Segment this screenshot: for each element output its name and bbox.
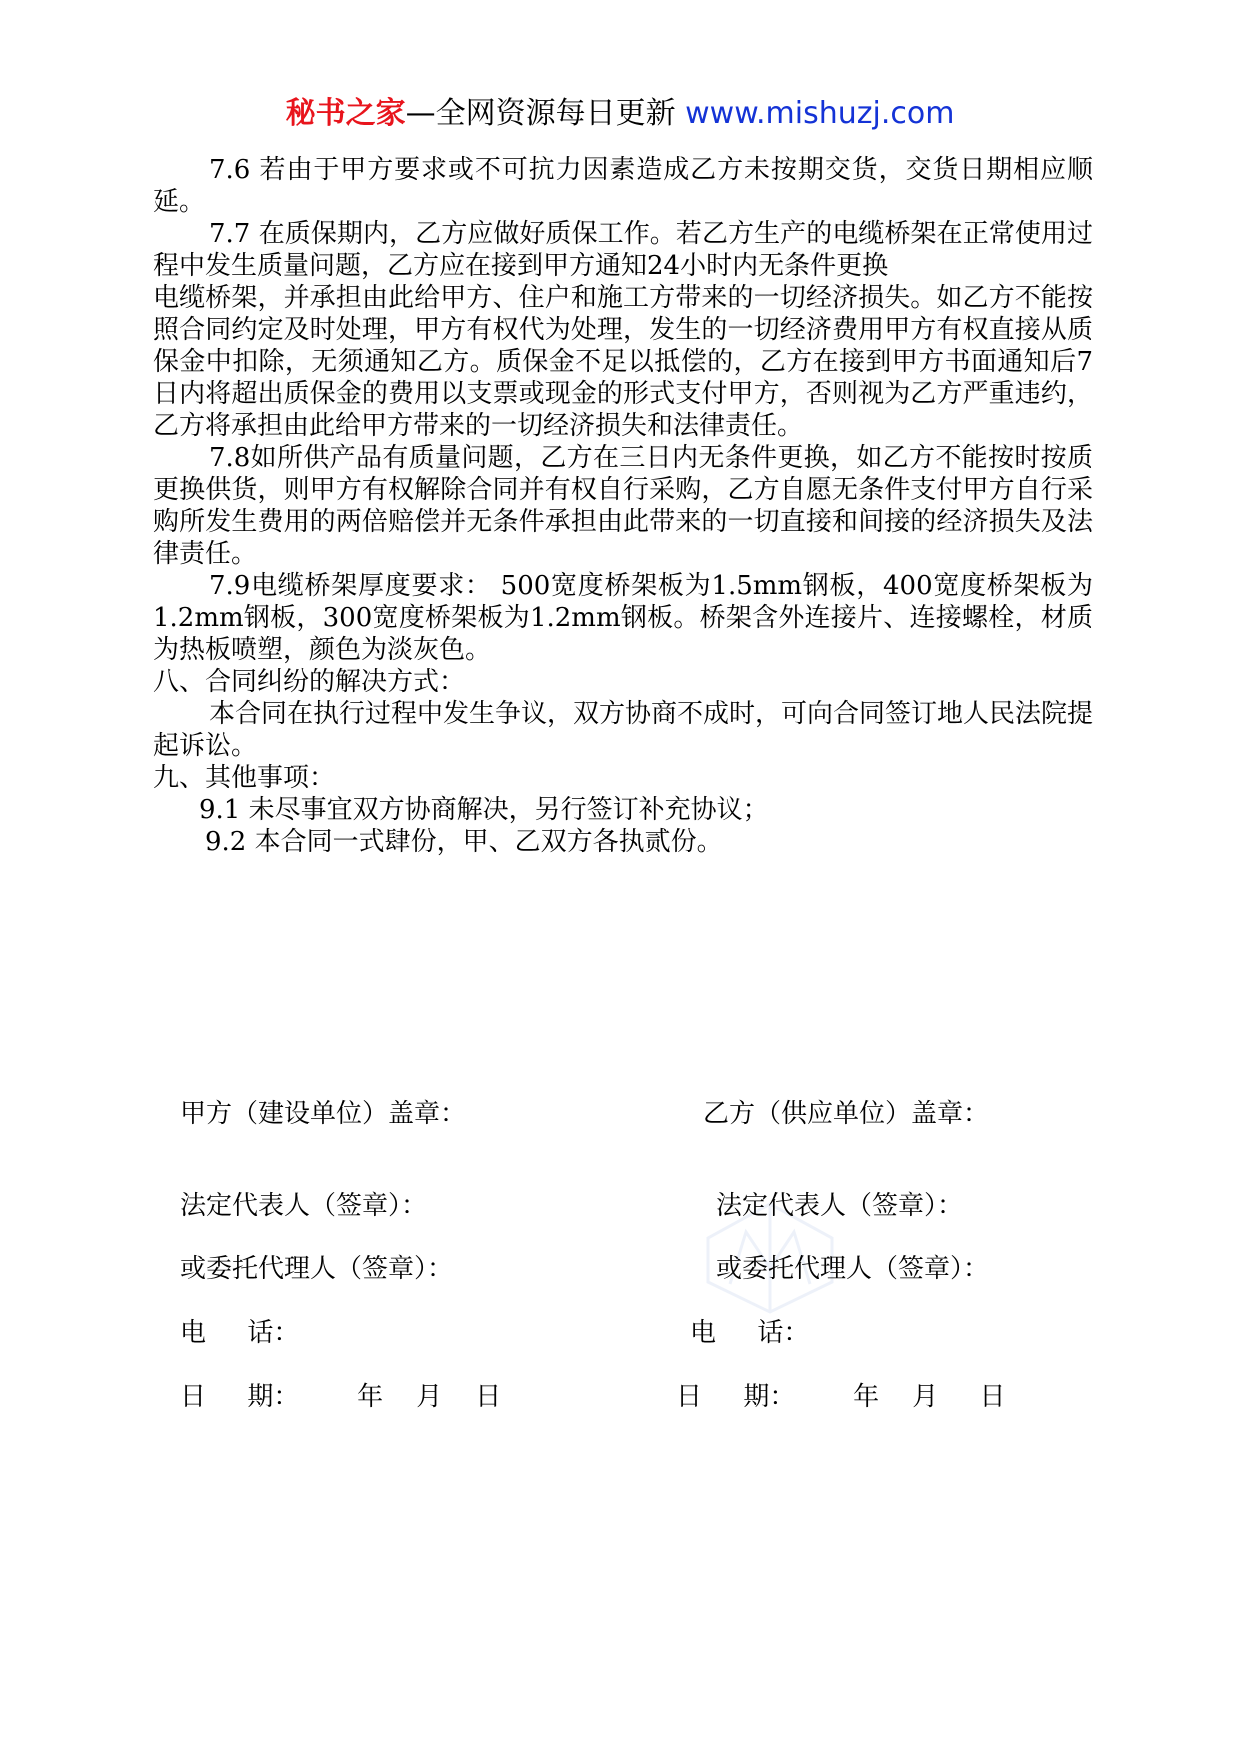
banner-url-link[interactable]: www.mishuzj.com bbox=[685, 96, 955, 131]
party-b-legal-rep-label: 法定代表人（签章）： bbox=[716, 1191, 964, 1221]
site-banner bbox=[0, 96, 1240, 132]
clause-7-9: 7.9电缆桥架厚度要求： 500宽度桥架板为1.5mm钢板，400宽度桥架板为1.2mm钢板，300宽度桥架板为1.2mm钢板。桥架含外连接片、连接螺栓，材质为热板喷塑，颜色为淡灰色。 bbox=[153, 571, 1093, 665]
banner-tagline: —全网资源每日更新 bbox=[405, 96, 676, 131]
section-8-title: 八、合同纠纷的解决方式： bbox=[153, 667, 466, 697]
clause-7-7-part1: 7.7 在质保期内，乙方应做好质保工作。若乙方生产的电缆桥架在正常使用过程中发生质量问题，乙方应在接到甲方通知24小时内无条件更换 bbox=[153, 219, 1093, 281]
party-b-date-label: 日 期： 年 月 日 bbox=[676, 1382, 1006, 1412]
party-a-phone-label: 电 话： bbox=[180, 1318, 300, 1348]
clause-9-1: 9.1 未尽事宜双方协商解决，另行签订补充协议； bbox=[199, 795, 769, 825]
section-8-body: 本合同在执行过程中发生争议，双方协商不成时，可向合同签订地人民法院提起诉讼。 bbox=[153, 699, 1094, 761]
clause-7-6: 7.6 若由于甲方要求或不可抗力因素造成乙方未按期交货，交货日期相应顺延。 bbox=[153, 155, 1093, 217]
party-a-seal-label: 甲方（建设单位）盖章： bbox=[180, 1099, 467, 1129]
party-a-agent-label: 或委托代理人（签章）： bbox=[180, 1254, 454, 1284]
clause-7-7-part2: 电缆桥架，并承担由此给甲方、住户和施工方带来的一切经济损失。如乙方不能按照合同约定及时处理，甲方有权代为处理，发生的一切经济费用甲方有权直接从质保金中扣除，无须通知乙方。质保金不足以抵偿的，乙方在接到甲方书面通知后7日内将超出质保金的费用以支票或现金的形式支付甲方，否则视为乙方严重违约，乙方将承担由此给甲方带来的一切经济损失和法律责任。 bbox=[153, 283, 1093, 441]
clause-7-8: 7.8如所供产品有质量问题，乙方在三日内无条件更换，如乙方不能按时按质更换供货，则甲方有权解除合同并有权自行采购，乙方自愿无条件支付甲方自行采购所发生费用的两倍赔偿并无条件承担由此带来的一切直接和间接的经济损失及法律责任。 bbox=[153, 443, 1093, 569]
clause-9-2: 9.2 本合同一式肆份，甲、乙双方各执贰份。 bbox=[205, 827, 723, 857]
section-9-title: 九、其他事项： bbox=[153, 763, 336, 793]
party-b-phone-label: 电 话： bbox=[690, 1318, 810, 1348]
party-a-legal-rep-label: 法定代表人（签章）： bbox=[180, 1191, 428, 1221]
banner-brand: 秘书之家 bbox=[285, 96, 406, 131]
contract-body bbox=[153, 154, 1093, 858]
party-b-agent-label: 或委托代理人（签章）： bbox=[716, 1254, 990, 1284]
party-b-seal-label: 乙方（供应单位）盖章： bbox=[703, 1099, 990, 1129]
party-a-date-label: 日 期： 年 月 日 bbox=[180, 1382, 502, 1412]
